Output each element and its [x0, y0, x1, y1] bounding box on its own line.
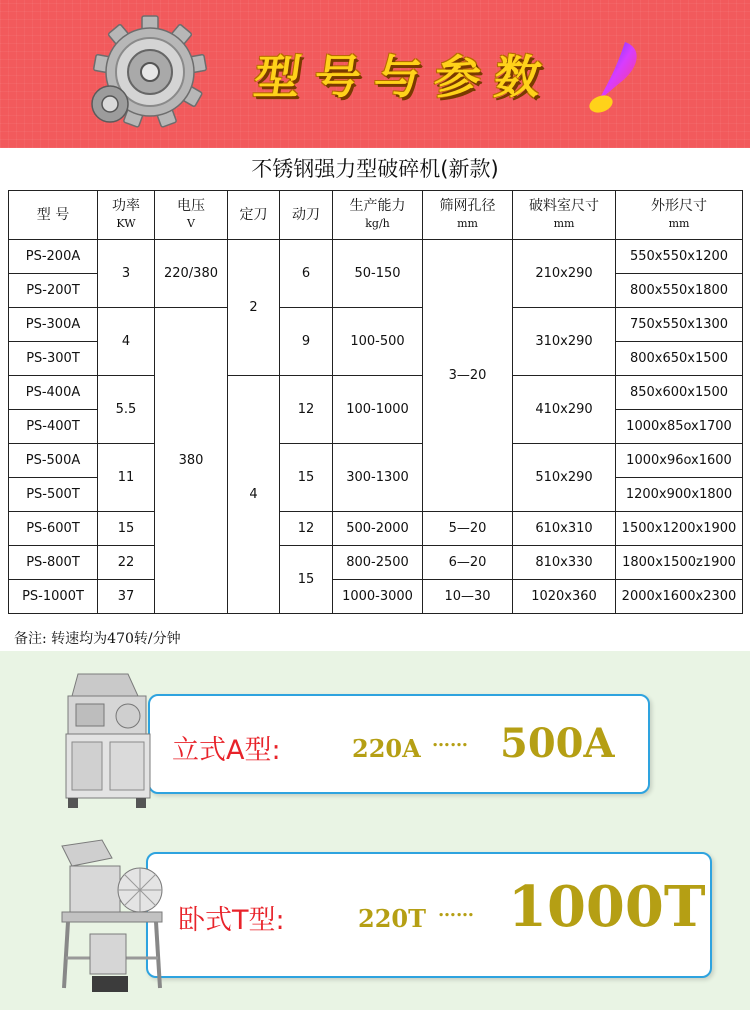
- header-cell: 电压 V: [155, 191, 228, 240]
- header-cell: 生产能力 kg/h: [333, 191, 423, 240]
- chamber-cell: 510x290: [513, 444, 616, 512]
- moving-blade-cell: 9: [280, 308, 333, 376]
- table-row: [9, 240, 743, 274]
- type-t-dots: ……: [438, 900, 474, 921]
- power-cell: 3: [98, 240, 155, 308]
- gear-icon: [88, 14, 208, 134]
- power-cell: 22: [98, 546, 155, 580]
- header-cell: 外形尺寸 mm: [616, 191, 743, 240]
- dimension-cell: 550x550x1200: [616, 240, 743, 274]
- table-row: [9, 376, 743, 410]
- header-cell: 功率 KW: [98, 191, 155, 240]
- model-cell: PS-600T: [9, 512, 98, 546]
- chamber-cell: 310x290: [513, 308, 616, 376]
- model-cell: PS-800T: [9, 546, 98, 580]
- table-row: [9, 308, 743, 342]
- dimension-cell: 750x550x1300: [616, 308, 743, 342]
- header-cell: 定刀: [228, 191, 280, 240]
- type-t-from: 220T: [358, 904, 426, 933]
- model-cell: PS-500T: [9, 478, 98, 512]
- moving-blade-cell: 12: [280, 376, 333, 444]
- dimension-cell: 1000x85ox1700: [616, 410, 743, 444]
- power-cell: 4: [98, 308, 155, 376]
- model-cell: PS-300A: [9, 308, 98, 342]
- dimension-cell: 1000x96ox1600: [616, 444, 743, 478]
- moving-blade-cell: 15: [280, 444, 333, 512]
- type-a-from: 220A: [352, 734, 421, 763]
- moving-blade-cell: 15: [280, 546, 333, 614]
- table-row: [9, 546, 743, 580]
- model-cell: PS-1000T: [9, 580, 98, 614]
- capacity-cell: 50-150: [333, 240, 423, 308]
- model-cell: PS-400T: [9, 410, 98, 444]
- power-cell: 5.5: [98, 376, 155, 444]
- screen-cell: 3—20: [423, 240, 513, 512]
- header-cell: 筛网孔径 mm: [423, 191, 513, 240]
- type-t-label: 卧式T型:: [178, 905, 285, 936]
- banner-title: 型号与参数: [250, 50, 559, 104]
- header-banner: [0, 0, 750, 148]
- type-a-label: 立式A型:: [172, 735, 281, 766]
- product-title: 不锈钢强力型破碎机(新款): [251, 157, 499, 181]
- model-cell: PS-300T: [9, 342, 98, 376]
- header-cell: 破料室尺寸 mm: [513, 191, 616, 240]
- screen-cell: 10—30: [423, 580, 513, 614]
- header-cell: 动刀: [280, 191, 333, 240]
- voltage-cell: 220/380: [155, 240, 228, 308]
- type-t-to: 1000T: [508, 874, 706, 940]
- screen-cell: 5—20: [423, 512, 513, 546]
- model-cell: PS-500A: [9, 444, 98, 478]
- spec-table: [8, 190, 743, 614]
- table-note: 备注: 转速均为470转/分钟: [14, 631, 181, 647]
- chamber-cell: 210x290: [513, 240, 616, 308]
- table-row: [9, 580, 743, 614]
- decorative-swirl-icon: [585, 38, 645, 114]
- chamber-cell: 1020x360: [513, 580, 616, 614]
- dimension-cell: 2000x1600x2300: [616, 580, 743, 614]
- screen-cell: 6—20: [423, 546, 513, 580]
- horizontal-crusher-image: [50, 838, 170, 1004]
- type-a-dots: ……: [432, 730, 468, 751]
- capacity-cell: 1000-3000: [333, 580, 423, 614]
- vertical-crusher-image: [58, 664, 158, 812]
- dimension-cell: 1800x1500z1900: [616, 546, 743, 580]
- chamber-cell: 810x330: [513, 546, 616, 580]
- power-cell: 11: [98, 444, 155, 512]
- capacity-cell: 300-1300: [333, 444, 423, 512]
- chamber-cell: 610x310: [513, 512, 616, 546]
- type-a-to: 500A: [500, 720, 615, 767]
- dimension-cell: 1200x900x1800: [616, 478, 743, 512]
- capacity-cell: 800-2500: [333, 546, 423, 580]
- dimension-cell: 850x600x1500: [616, 376, 743, 410]
- dimension-cell: 800x550x1800: [616, 274, 743, 308]
- capacity-cell: 100-1000: [333, 376, 423, 444]
- model-cell: PS-400A: [9, 376, 98, 410]
- chamber-cell: 410x290: [513, 376, 616, 444]
- dimension-cell: 1500x1200x1900: [616, 512, 743, 546]
- power-cell: 37: [98, 580, 155, 614]
- table-row: [9, 444, 743, 478]
- power-cell: 15: [98, 512, 155, 546]
- table-row: [9, 512, 743, 546]
- model-cell: PS-200T: [9, 274, 98, 308]
- dimension-cell: 800x650x1500: [616, 342, 743, 376]
- table-header-row: [9, 191, 743, 240]
- fixed-blade-cell: 2: [228, 240, 280, 376]
- moving-blade-cell: 6: [280, 240, 333, 308]
- model-cell: PS-200A: [9, 240, 98, 274]
- capacity-cell: 100-500: [333, 308, 423, 376]
- capacity-cell: 500-2000: [333, 512, 423, 546]
- moving-blade-cell: 12: [280, 512, 333, 546]
- fixed-blade-cell: 4: [228, 376, 280, 614]
- header-cell: 型 号: [9, 191, 98, 240]
- voltage-cell: 380: [155, 308, 228, 614]
